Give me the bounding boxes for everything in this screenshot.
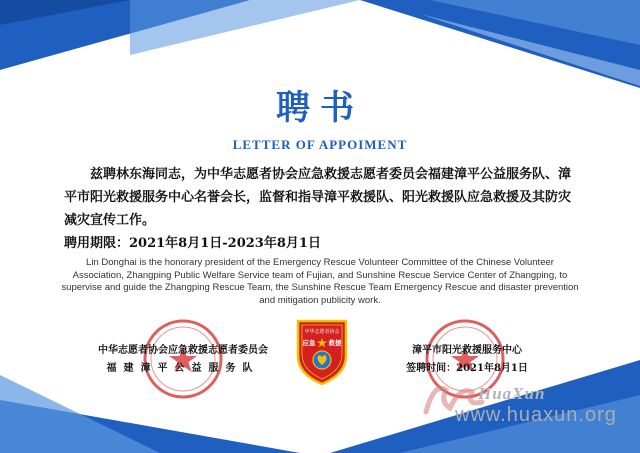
- badge-left-text: 应急: [302, 339, 316, 347]
- right-org-name: 漳平市阳光救援服务中心: [412, 345, 522, 356]
- signing-date: 签聘时间：2021年8月1日: [406, 363, 528, 374]
- badge-right-text: 救援: [328, 339, 342, 347]
- document-title: 聘书: [276, 88, 364, 128]
- appointment-text-chinese: 兹聘林东海同志，为中华志愿者协会应急救援志愿者委员会福建漳平公益服务队、漳平市阳光救援服务中心名誉会长，监督和指导漳平救援队、阳光救援队应急救援及其防灾减灾宣传工作。: [64, 167, 572, 228]
- appointment-term: 聘用期限：2021年8月1日-2023年8月1日: [64, 236, 321, 251]
- left-org-team: 福建漳平公益服务队: [106, 363, 260, 374]
- badge-top-text: 中华志愿者协会: [304, 329, 340, 335]
- document-subtitle: LETTER OF APPOIMENT: [232, 137, 408, 152]
- left-organization: [88, 342, 278, 378]
- appointment-text-english: Lin Donghai is the honorary president of the Emergency Rescue Volunteer Committee of the Chinese Volunteer Association, Zhangping Public Welfare Service team of Fujian, and Sunshine Rescue Service Center of Zhangping, to supervise and guide the Zhangping Rescue Team, the Sunshine Rescue Team Emergency Rescue and disaster prevention and mitigation publicity work.: [61, 257, 579, 306]
- watermark-url: www.huaxun.org: [455, 404, 617, 426]
- watermark-brand: HuaXun: [478, 384, 546, 403]
- rescue-badge-icon: [295, 318, 349, 386]
- left-org-name: 中华志愿者协会应急救援志愿者委员会: [98, 345, 268, 356]
